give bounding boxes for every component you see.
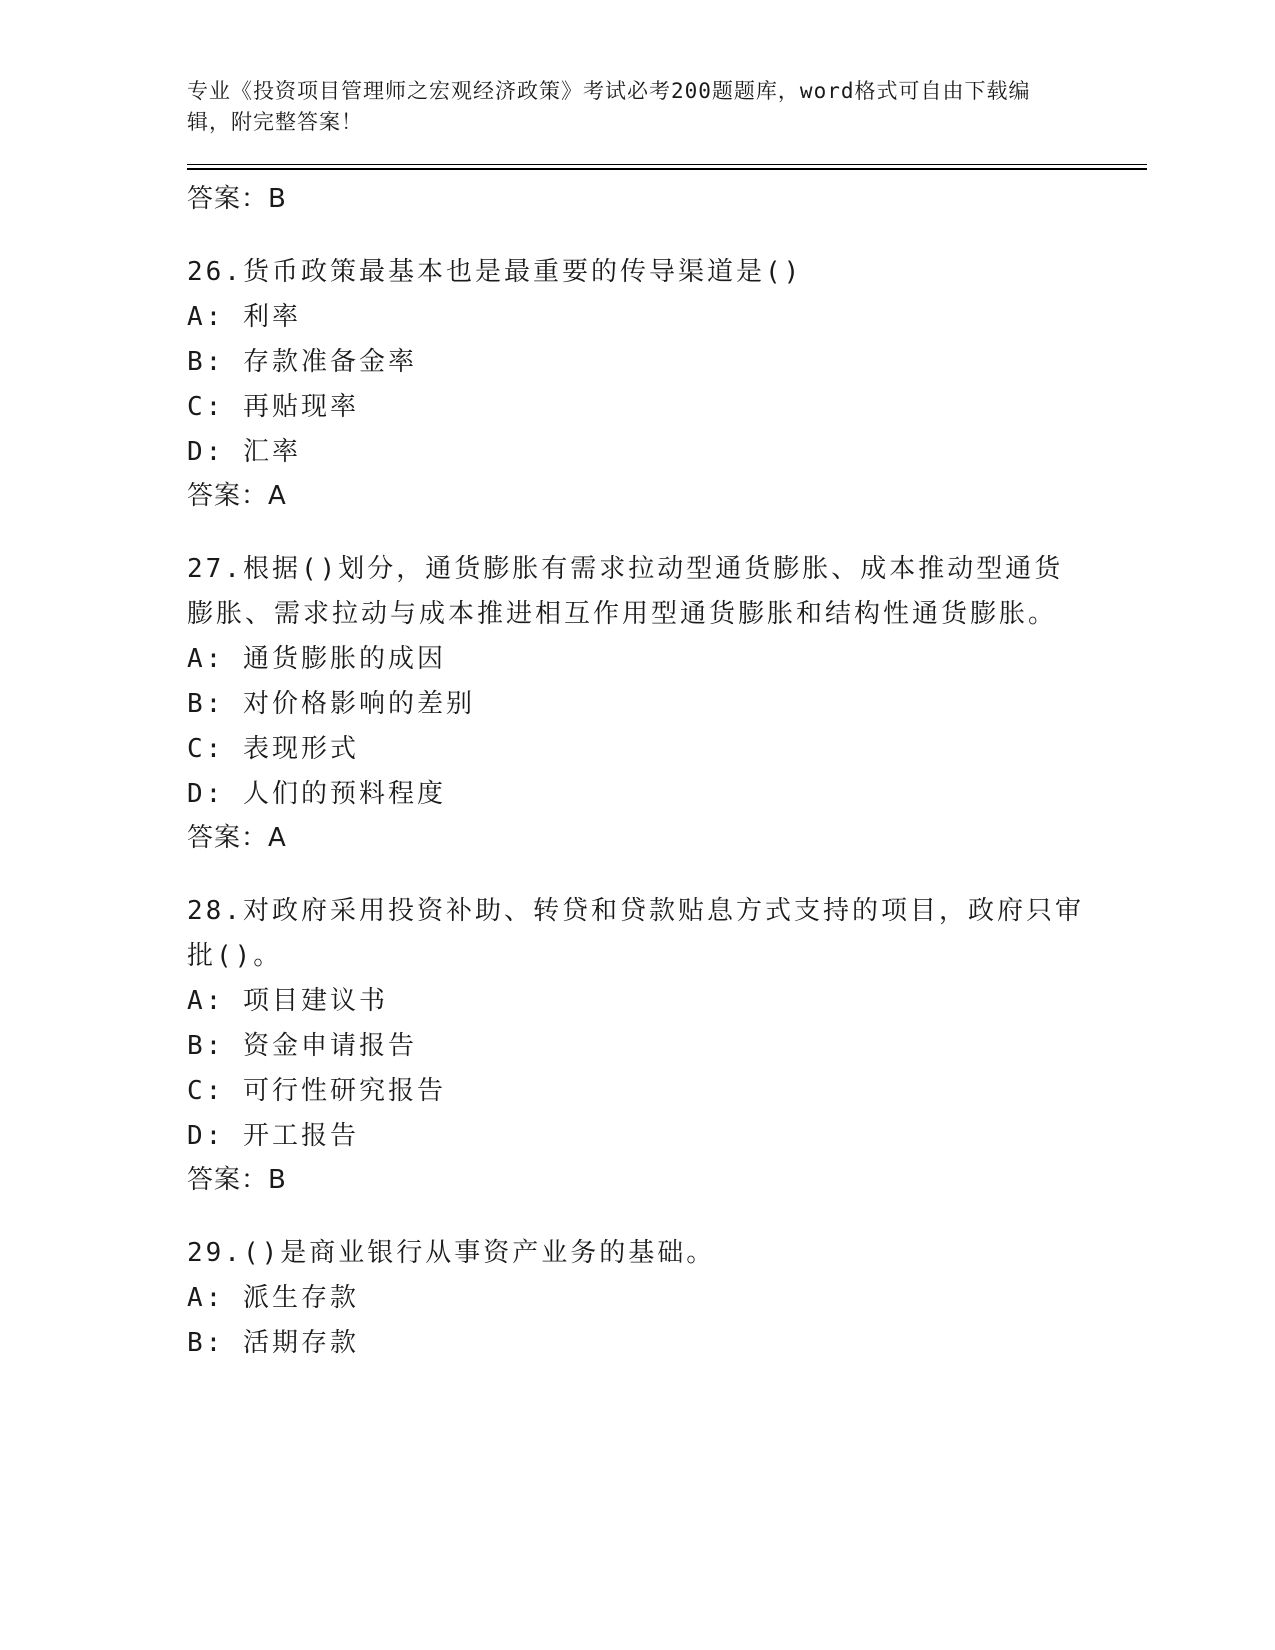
option-a: A: 派生存款	[187, 1283, 359, 1313]
question-stem: 28.对政府采用投资补助、转贷和贷款贴息方式支持的项目，政府只审批()。	[187, 896, 1084, 971]
question-block	[187, 889, 1147, 1197]
option-b: B: 活期存款	[187, 1328, 359, 1358]
option-b: B: 存款准备金率	[187, 347, 417, 377]
option-b: B: 资金申请报告	[187, 1031, 417, 1061]
option-c: C: 可行性研究报告	[187, 1076, 446, 1106]
option-a: A: 利率	[187, 302, 301, 332]
question-stem: 26.货币政策最基本也是最重要的传导渠道是()	[187, 257, 803, 287]
option-a: A: 通货膨胀的成因	[187, 644, 446, 674]
answer-text: 答案：B	[187, 184, 287, 214]
question-stem: 27.根据()划分，通货膨胀有需求拉动型通货膨胀、成本推动型通货膨胀、需求拉动与成本推进相互作用型通货膨胀和结构性通货膨胀。	[187, 554, 1064, 629]
option-b: B: 对价格影响的差别	[187, 689, 475, 719]
answer-text: 答案：A	[187, 481, 287, 511]
answer-text: 答案：B	[187, 1165, 287, 1195]
option-d: D: 人们的预料程度	[187, 779, 446, 809]
answer-text: 答案：A	[187, 823, 287, 853]
option-c: C: 表现形式	[187, 734, 359, 764]
option-d: D: 开工报告	[187, 1121, 359, 1151]
option-a: A: 项目建议书	[187, 986, 388, 1016]
header-divider-thick	[187, 168, 1147, 170]
option-d: D: 汇率	[187, 437, 301, 467]
question-block	[187, 250, 1147, 513]
question-block	[187, 1231, 1147, 1366]
document-page	[187, 76, 1147, 1366]
question-block	[187, 547, 1147, 855]
question-stem: 29.()是商业银行从事资产业务的基础。	[187, 1238, 716, 1268]
header-divider-thin	[187, 164, 1147, 165]
document-header: 专业《投资项目管理师之宏观经济政策》考试必考200题题库，word格式可自由下载编辑，附完整答案！	[187, 79, 1031, 134]
option-c: C: 再贴现率	[187, 392, 359, 422]
